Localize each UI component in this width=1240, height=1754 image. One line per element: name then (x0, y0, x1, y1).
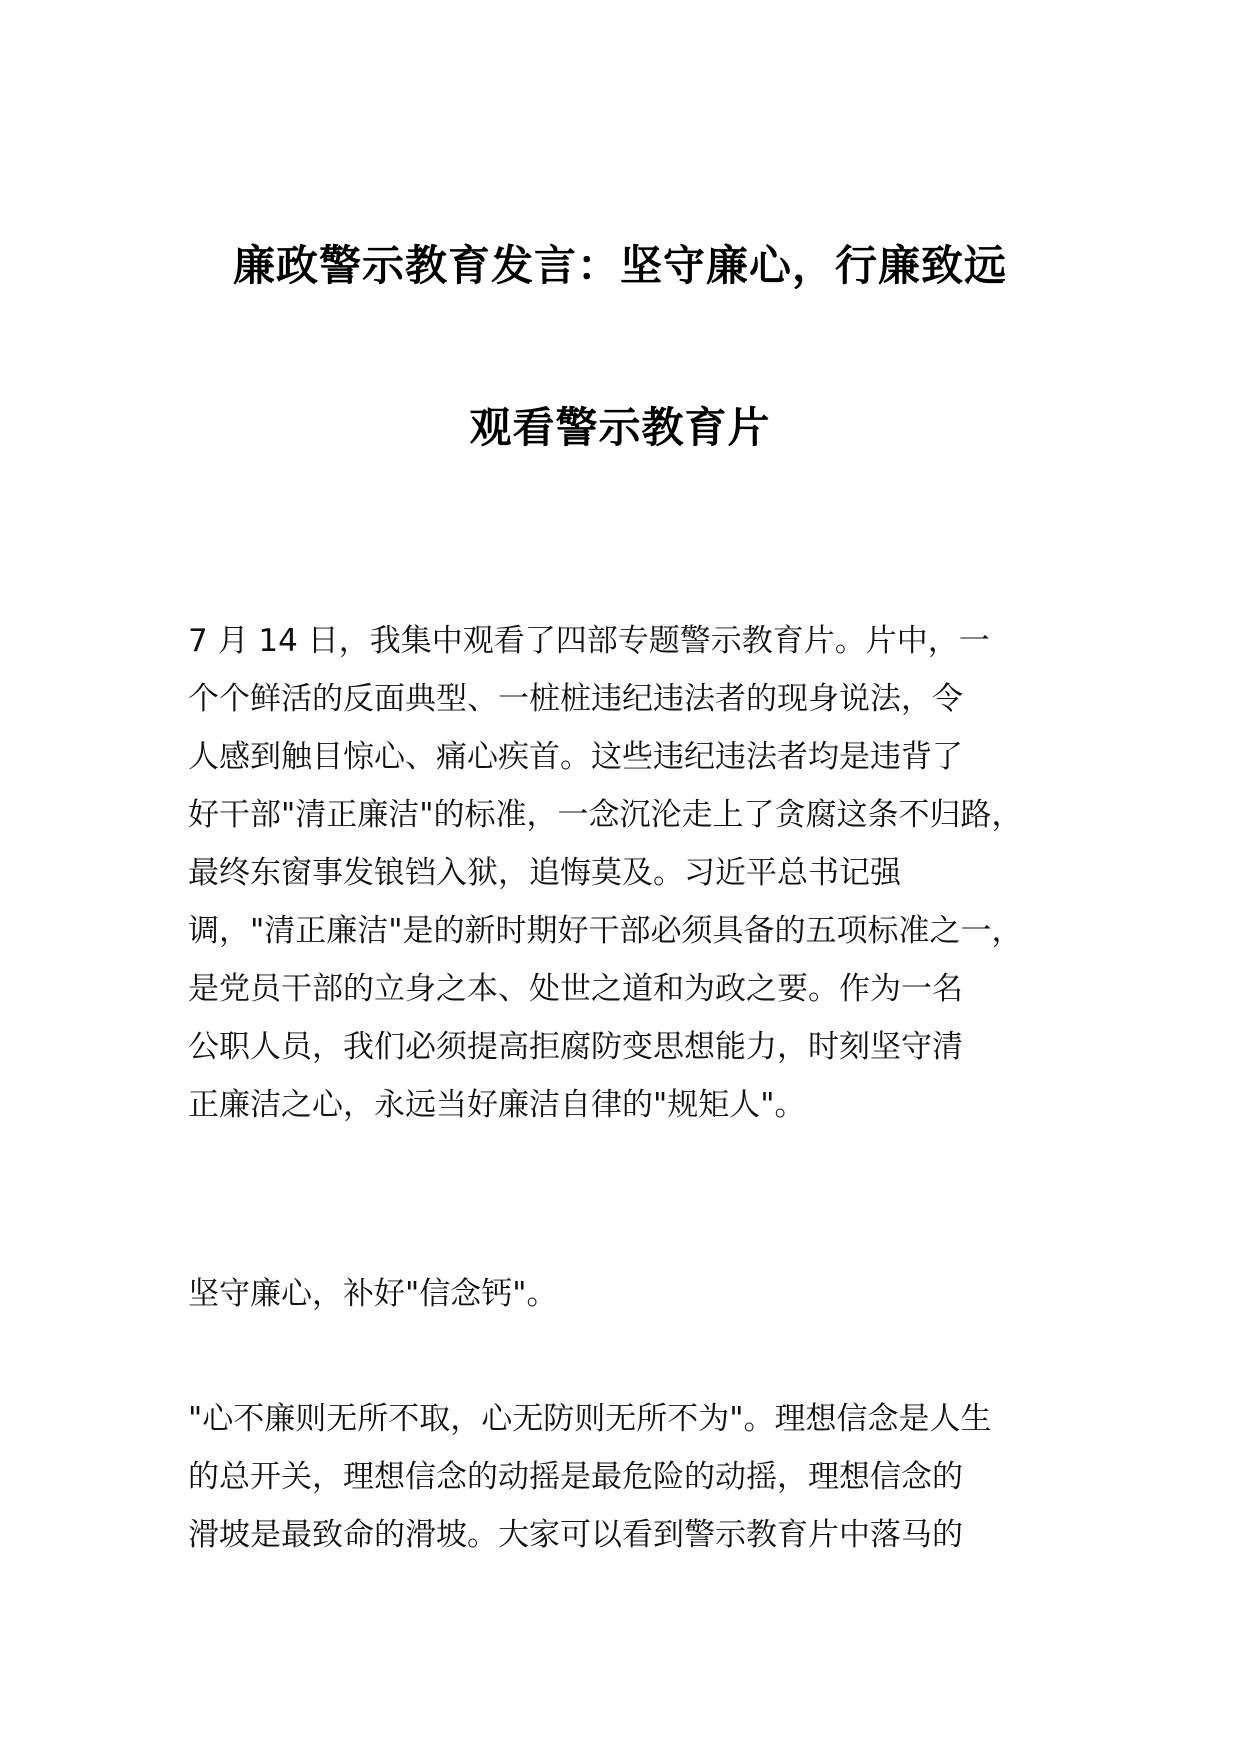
text-line: 是党员干部的立身之本、处世之道和为政之要。作为一名 (188, 971, 963, 1007)
document-subtitle: 观看警示教育片 (469, 402, 771, 452)
text-line: 滑坡是最致命的滑坡。大家可以看到警示教育片中落马的 (188, 1517, 963, 1553)
paragraph-body (188, 1390, 1088, 1564)
section-heading (188, 1265, 1088, 1323)
paragraph-intro (188, 612, 1088, 1134)
text-line: 坚守廉心，补好"信念钙"。 (188, 1276, 558, 1312)
text-line: 最终东窗事发锒铛入狱，追悔莫及。习近平总书记强 (188, 855, 901, 891)
document-title: 廉政警示教育发言：坚守廉心，行廉致远 (232, 241, 1007, 291)
text-line: 人感到触目惊心、痛心疾首。这些违纪违法者均是违背了 (188, 739, 963, 775)
text-line: 好干部"清正廉洁"的标准，一念沉沦走上了贪腐这条不归路， (188, 797, 1023, 833)
text-line: 公职人员，我们必须提高拒腐防变思想能力，时刻坚守清 (188, 1029, 963, 1065)
text-line: 调，"清正廉洁"是的新时期好干部必须具备的五项标准之一， (188, 913, 1023, 949)
text-line: 个个鲜活的反面典型、一桩桩违纪违法者的现身说法，令 (188, 681, 963, 717)
text-line: "心不廉则无所不取，心无防则无所不为"。理想信念是人生 (188, 1401, 992, 1437)
text-line: 7 月 14 日，我集中观看了四部专题警示教育片。片中，一 (188, 623, 990, 659)
text-line: 的总开关，理想信念的动摇是最危险的动摇，理想信念的 (188, 1459, 963, 1495)
text-line: 正廉洁之心，永远当好廉洁自律的"规矩人"。 (188, 1087, 806, 1123)
